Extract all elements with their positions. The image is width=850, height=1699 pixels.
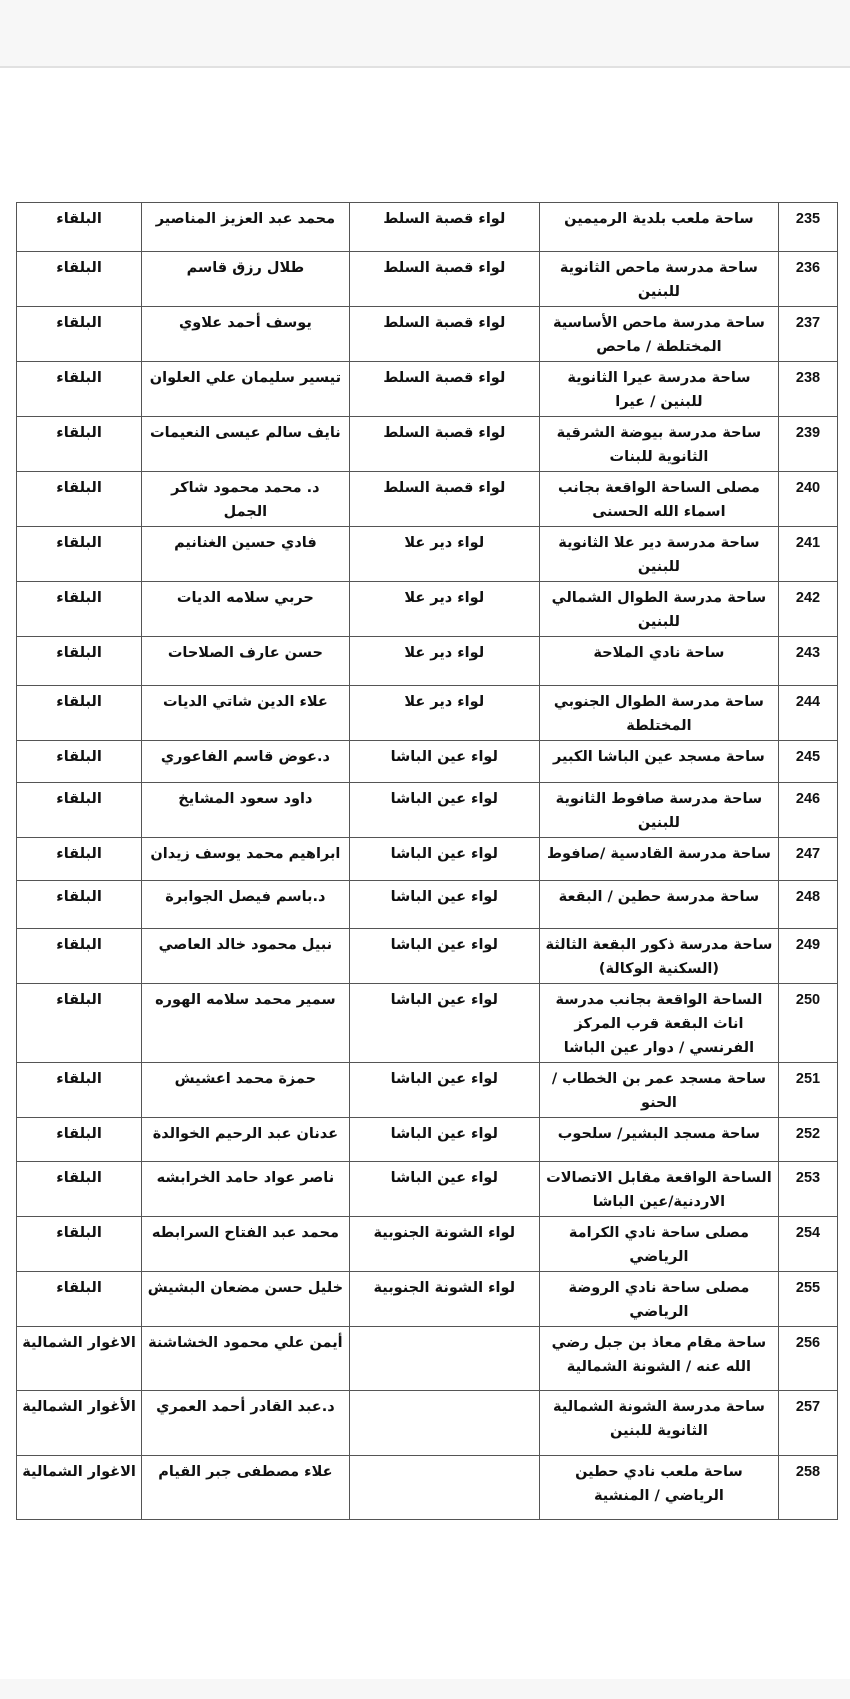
imam-name-cell: حسن عارف الصلاحات (142, 637, 350, 686)
site-cell: ساحة مدرسة ذكور البقعة الثالثة (السكنية الوكالة) (539, 929, 778, 984)
row-number-cell: 237 (778, 307, 837, 362)
row-number-cell: 244 (778, 686, 837, 741)
imam-name-cell: ناصر عواد حامد الخرابشه (142, 1162, 350, 1217)
governorate-cell: البلقاء (17, 203, 142, 252)
district-cell: لواء دير علا (349, 686, 539, 741)
table-row (17, 527, 838, 582)
bottom-margin (0, 1679, 850, 1699)
table-row (17, 417, 838, 472)
imam-name-cell: تيسير سليمان علي العلوان (142, 362, 350, 417)
table-row (17, 1063, 838, 1118)
table-row (17, 252, 838, 307)
imam-name-cell: فادي حسين الغنانيم (142, 527, 350, 582)
imam-name-cell: د. محمد محمود شاكر الجمل (142, 472, 350, 527)
row-number-cell: 254 (778, 1217, 837, 1272)
table-row (17, 1272, 838, 1327)
table-row (17, 1118, 838, 1162)
district-cell: لواء قصبة السلط (349, 417, 539, 472)
imam-name-cell: محمد عبد العزيز المناصير (142, 203, 350, 252)
site-cell: ساحة مدرسة حطين / البقعة (539, 881, 778, 929)
district-cell: لواء دير علا (349, 582, 539, 637)
site-cell: ساحة مسجد البشير/ سلحوب (539, 1118, 778, 1162)
table-row (17, 203, 838, 252)
imam-name-cell: حربي سلامه الديات (142, 582, 350, 637)
row-number-cell: 242 (778, 582, 837, 637)
district-cell: لواء دير علا (349, 637, 539, 686)
table-row (17, 1162, 838, 1217)
district-cell: لواء عين الباشا (349, 929, 539, 984)
imam-name-cell: أيمن علي محمود الخشاشنة (142, 1327, 350, 1391)
table-row (17, 1391, 838, 1456)
district-cell: لواء عين الباشا (349, 1162, 539, 1217)
district-cell: لواء عين الباشا (349, 783, 539, 838)
district-cell: لواء قصبة السلط (349, 307, 539, 362)
table-row (17, 929, 838, 984)
table-row (17, 1327, 838, 1391)
row-number-cell: 246 (778, 783, 837, 838)
site-cell: الساحة الواقعة مقابل الاتصالات الاردنية/عين الباشا (539, 1162, 778, 1217)
row-number-cell: 245 (778, 741, 837, 783)
site-cell: مصلى ساحة نادي الروضة الرياضي (539, 1272, 778, 1327)
governorate-cell: البلقاء (17, 929, 142, 984)
table-row (17, 637, 838, 686)
row-number-cell: 238 (778, 362, 837, 417)
table-row (17, 307, 838, 362)
governorate-cell: البلقاء (17, 637, 142, 686)
imam-name-cell: يوسف أحمد علاوي (142, 307, 350, 362)
row-number-cell: 253 (778, 1162, 837, 1217)
district-cell: لواء قصبة السلط (349, 252, 539, 307)
district-cell: لواء عين الباشا (349, 1063, 539, 1118)
row-number-cell: 258 (778, 1456, 837, 1520)
district-cell: لواء عين الباشا (349, 984, 539, 1063)
site-cell: مصلى ساحة نادي الكرامة الرياضي (539, 1217, 778, 1272)
row-number-cell: 249 (778, 929, 837, 984)
table-body (17, 203, 838, 1520)
governorate-cell: البلقاء (17, 472, 142, 527)
top-margin (0, 0, 850, 66)
imam-name-cell: علاء الدين شاتي الديات (142, 686, 350, 741)
imam-name-cell: طلال رزق قاسم (142, 252, 350, 307)
governorate-cell: البلقاء (17, 1162, 142, 1217)
governorate-cell: البلقاء (17, 838, 142, 881)
district-cell (349, 1391, 539, 1456)
row-number-cell: 257 (778, 1391, 837, 1456)
site-cell: ساحة مقام معاذ بن جبل رضي الله عنه / الشونة الشمالية (539, 1327, 778, 1391)
governorate-cell: البلقاء (17, 307, 142, 362)
site-cell: الساحة الواقعة بجانب مدرسة اناث البقعة قرب المركز الفرنسي / دوار عين الباشا (539, 984, 778, 1063)
district-cell: لواء عين الباشا (349, 838, 539, 881)
imam-name-cell: حمزة محمد اعشيش (142, 1063, 350, 1118)
row-number-cell: 255 (778, 1272, 837, 1327)
governorate-cell: البلقاء (17, 582, 142, 637)
divider (0, 66, 850, 68)
row-number-cell: 241 (778, 527, 837, 582)
governorate-cell: الأغوار الشمالية (17, 1391, 142, 1456)
row-number-cell: 236 (778, 252, 837, 307)
district-cell: لواء الشونة الجنوبية (349, 1217, 539, 1272)
table-row (17, 783, 838, 838)
site-cell: ساحة مدرسة ماحص الثانوية للبنين (539, 252, 778, 307)
row-number-cell: 256 (778, 1327, 837, 1391)
district-cell: لواء الشونة الجنوبية (349, 1272, 539, 1327)
imam-name-cell: د.باسم فيصل الجوابرة (142, 881, 350, 929)
governorate-cell: البلقاء (17, 741, 142, 783)
table-row (17, 1217, 838, 1272)
site-cell: ساحة ملعب بلدية الرميمين (539, 203, 778, 252)
district-cell: لواء قصبة السلط (349, 362, 539, 417)
table-row (17, 984, 838, 1063)
imam-name-cell: د.عبد القادر أحمد العمري (142, 1391, 350, 1456)
governorate-cell: البلقاء (17, 881, 142, 929)
table-row (17, 741, 838, 783)
site-cell: ساحة ملعب نادي حطين الرياضي / المنشية (539, 1456, 778, 1520)
imam-name-cell: عدنان عبد الرحيم الخوالدة (142, 1118, 350, 1162)
district-cell: لواء عين الباشا (349, 881, 539, 929)
district-cell: لواء دير علا (349, 527, 539, 582)
table-row (17, 1456, 838, 1520)
row-number-cell: 251 (778, 1063, 837, 1118)
governorate-cell: البلقاء (17, 783, 142, 838)
site-cell: ساحة مدرسة ماحص الأساسية المختلطة / ماحص (539, 307, 778, 362)
governorate-cell: البلقاء (17, 984, 142, 1063)
imam-name-cell: خليل حسن مضعان البشيش (142, 1272, 350, 1327)
imam-name-cell: ابراهيم محمد يوسف زيدان (142, 838, 350, 881)
table-row (17, 881, 838, 929)
governorate-cell: الاغوار الشمالية (17, 1456, 142, 1520)
imam-name-cell: محمد عبد الفتاح السرابطه (142, 1217, 350, 1272)
district-cell: لواء قصبة السلط (349, 472, 539, 527)
site-cell: ساحة مدرسة صافوط الثانوية للبنين (539, 783, 778, 838)
row-number-cell: 250 (778, 984, 837, 1063)
site-cell: ساحة مدرسة عيرا الثانوية للبنين / عيرا (539, 362, 778, 417)
governorate-cell: الاغوار الشمالية (17, 1327, 142, 1391)
imam-name-cell: داود سعود المشايخ (142, 783, 350, 838)
table-row (17, 362, 838, 417)
row-number-cell: 239 (778, 417, 837, 472)
site-cell: ساحة مدرسة القادسية /صافوط (539, 838, 778, 881)
site-cell: ساحة مدرسة بيوضة الشرقية الثانوية للبنات (539, 417, 778, 472)
governorate-cell: البلقاء (17, 417, 142, 472)
row-number-cell: 243 (778, 637, 837, 686)
imam-name-cell: د.عوض قاسم الفاعوري (142, 741, 350, 783)
site-cell: ساحة مدرسة الشونة الشمالية الثانوية للبنين (539, 1391, 778, 1456)
prayer-sites-table (16, 202, 838, 1520)
row-number-cell: 248 (778, 881, 837, 929)
imam-name-cell: نبيل محمود خالد العاصي (142, 929, 350, 984)
site-cell: ساحة مدرسة الطوال الجنوبي المختلطة (539, 686, 778, 741)
row-number-cell: 252 (778, 1118, 837, 1162)
table-row (17, 838, 838, 881)
site-cell: ساحة نادي الملاحة (539, 637, 778, 686)
governorate-cell: البلقاء (17, 1118, 142, 1162)
imam-name-cell: سمير محمد سلامه الهوره (142, 984, 350, 1063)
governorate-cell: البلقاء (17, 1272, 142, 1327)
district-cell: لواء قصبة السلط (349, 203, 539, 252)
governorate-cell: البلقاء (17, 252, 142, 307)
governorate-cell: البلقاء (17, 686, 142, 741)
imam-name-cell: نايف سالم عيسى النعيمات (142, 417, 350, 472)
row-number-cell: 235 (778, 203, 837, 252)
table-row (17, 686, 838, 741)
district-cell: لواء عين الباشا (349, 1118, 539, 1162)
governorate-cell: البلقاء (17, 1063, 142, 1118)
imam-name-cell: علاء مصطفى جبر القيام (142, 1456, 350, 1520)
site-cell: ساحة مدرسة الطوال الشمالي للبنين (539, 582, 778, 637)
site-cell: ساحة مدرسة دير علا الثانوية للبنين (539, 527, 778, 582)
governorate-cell: البلقاء (17, 362, 142, 417)
district-cell (349, 1327, 539, 1391)
site-cell: ساحة مسجد عمر بن الخطاب / الحنو (539, 1063, 778, 1118)
site-cell: مصلى الساحة الواقعة بجانب اسماء الله الحسنى (539, 472, 778, 527)
district-cell (349, 1456, 539, 1520)
governorate-cell: البلقاء (17, 527, 142, 582)
district-cell: لواء عين الباشا (349, 741, 539, 783)
row-number-cell: 240 (778, 472, 837, 527)
table-row (17, 472, 838, 527)
row-number-cell: 247 (778, 838, 837, 881)
governorate-cell: البلقاء (17, 1217, 142, 1272)
site-cell: ساحة مسجد عين الباشا الكبير (539, 741, 778, 783)
table-row (17, 582, 838, 637)
